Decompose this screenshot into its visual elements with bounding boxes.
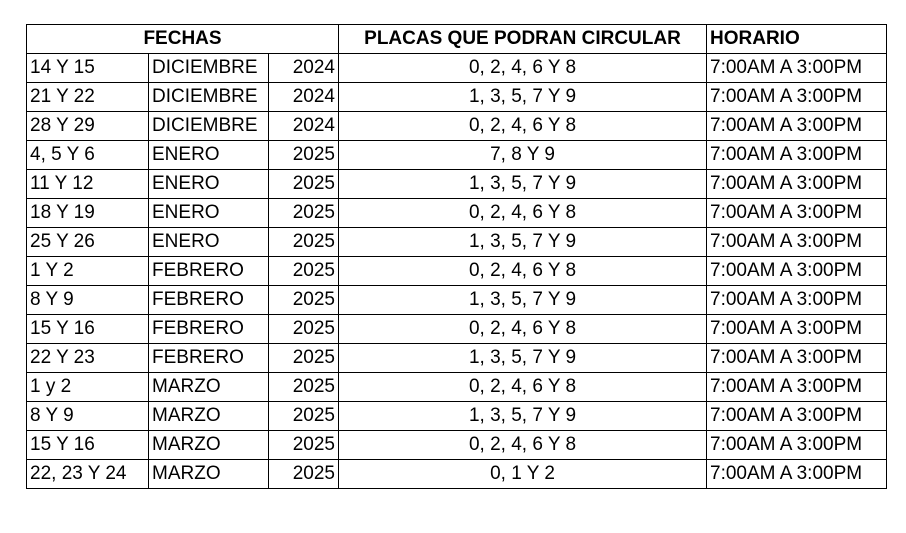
- cell-days: 8 Y 9: [27, 402, 149, 431]
- cell-month: MARZO: [149, 431, 269, 460]
- cell-plates: 0, 2, 4, 6 Y 8: [339, 373, 707, 402]
- cell-hours: 7:00AM A 3:00PM: [707, 373, 887, 402]
- cell-plates: 0, 2, 4, 6 Y 8: [339, 199, 707, 228]
- cell-month: ENERO: [149, 170, 269, 199]
- cell-year: 2025: [269, 199, 339, 228]
- cell-hours: 7:00AM A 3:00PM: [707, 402, 887, 431]
- cell-hours: 7:00AM A 3:00PM: [707, 199, 887, 228]
- cell-plates: 0, 2, 4, 6 Y 8: [339, 257, 707, 286]
- cell-month: FEBRERO: [149, 286, 269, 315]
- cell-year: 2025: [269, 315, 339, 344]
- cell-year: 2025: [269, 286, 339, 315]
- table-row: [27, 112, 887, 141]
- cell-plates: 1, 3, 5, 7 Y 9: [339, 170, 707, 199]
- cell-hours: 7:00AM A 3:00PM: [707, 228, 887, 257]
- cell-year: 2025: [269, 344, 339, 373]
- cell-days: 28 Y 29: [27, 112, 149, 141]
- cell-days: 4, 5 Y 6: [27, 141, 149, 170]
- table-row: [27, 228, 887, 257]
- table-row: [27, 402, 887, 431]
- cell-month: ENERO: [149, 228, 269, 257]
- header-horario: HORARIO: [707, 25, 887, 54]
- cell-month: FEBRERO: [149, 344, 269, 373]
- circulation-schedule-table: [26, 24, 887, 489]
- cell-plates: 0, 1 Y 2: [339, 460, 707, 489]
- cell-month: ENERO: [149, 199, 269, 228]
- cell-days: 18 Y 19: [27, 199, 149, 228]
- cell-month: DICIEMBRE: [149, 83, 269, 112]
- cell-month: FEBRERO: [149, 257, 269, 286]
- cell-year: 2025: [269, 431, 339, 460]
- table-row: [27, 460, 887, 489]
- cell-month: DICIEMBRE: [149, 112, 269, 141]
- cell-plates: 1, 3, 5, 7 Y 9: [339, 83, 707, 112]
- cell-hours: 7:00AM A 3:00PM: [707, 112, 887, 141]
- table-row: [27, 344, 887, 373]
- cell-plates: 0, 2, 4, 6 Y 8: [339, 112, 707, 141]
- cell-days: 15 Y 16: [27, 431, 149, 460]
- cell-month: MARZO: [149, 402, 269, 431]
- table-row: [27, 199, 887, 228]
- cell-days: 14 Y 15: [27, 54, 149, 83]
- cell-days: 21 Y 22: [27, 83, 149, 112]
- cell-hours: 7:00AM A 3:00PM: [707, 170, 887, 199]
- cell-plates: 0, 2, 4, 6 Y 8: [339, 54, 707, 83]
- cell-plates: 0, 2, 4, 6 Y 8: [339, 431, 707, 460]
- cell-plates: 1, 3, 5, 7 Y 9: [339, 344, 707, 373]
- header-placas: PLACAS QUE PODRAN CIRCULAR: [339, 25, 707, 54]
- cell-month: MARZO: [149, 460, 269, 489]
- header-fechas: FECHAS: [27, 25, 339, 54]
- cell-days: 25 Y 26: [27, 228, 149, 257]
- table-row: [27, 257, 887, 286]
- cell-hours: 7:00AM A 3:00PM: [707, 83, 887, 112]
- cell-hours: 7:00AM A 3:00PM: [707, 54, 887, 83]
- table-row: [27, 170, 887, 199]
- cell-year: 2025: [269, 228, 339, 257]
- cell-hours: 7:00AM A 3:00PM: [707, 286, 887, 315]
- cell-plates: 7, 8 Y 9: [339, 141, 707, 170]
- cell-hours: 7:00AM A 3:00PM: [707, 431, 887, 460]
- cell-days: 8 Y 9: [27, 286, 149, 315]
- cell-year: 2025: [269, 402, 339, 431]
- table-body: [27, 54, 887, 489]
- table-row: [27, 83, 887, 112]
- cell-days: 22 Y 23: [27, 344, 149, 373]
- cell-hours: 7:00AM A 3:00PM: [707, 315, 887, 344]
- table-row: [27, 431, 887, 460]
- cell-year: 2024: [269, 54, 339, 83]
- cell-days: 15 Y 16: [27, 315, 149, 344]
- cell-year: 2025: [269, 460, 339, 489]
- table-row: [27, 141, 887, 170]
- cell-days: 1 Y 2: [27, 257, 149, 286]
- cell-days: 22, 23 Y 24: [27, 460, 149, 489]
- header-row: [27, 25, 887, 54]
- cell-days: 11 Y 12: [27, 170, 149, 199]
- table-row: [27, 373, 887, 402]
- cell-plates: 1, 3, 5, 7 Y 9: [339, 402, 707, 431]
- cell-hours: 7:00AM A 3:00PM: [707, 344, 887, 373]
- cell-month: DICIEMBRE: [149, 54, 269, 83]
- cell-year: 2024: [269, 83, 339, 112]
- cell-year: 2025: [269, 257, 339, 286]
- cell-month: ENERO: [149, 141, 269, 170]
- table-row: [27, 315, 887, 344]
- table-row: [27, 286, 887, 315]
- cell-year: 2024: [269, 112, 339, 141]
- cell-month: FEBRERO: [149, 315, 269, 344]
- cell-year: 2025: [269, 170, 339, 199]
- cell-year: 2025: [269, 373, 339, 402]
- cell-plates: 0, 2, 4, 6 Y 8: [339, 315, 707, 344]
- cell-hours: 7:00AM A 3:00PM: [707, 257, 887, 286]
- cell-month: MARZO: [149, 373, 269, 402]
- cell-plates: 1, 3, 5, 7 Y 9: [339, 228, 707, 257]
- cell-hours: 7:00AM A 3:00PM: [707, 141, 887, 170]
- cell-days: 1 y 2: [27, 373, 149, 402]
- table-row: [27, 54, 887, 83]
- cell-plates: 1, 3, 5, 7 Y 9: [339, 286, 707, 315]
- cell-year: 2025: [269, 141, 339, 170]
- cell-hours: 7:00AM A 3:00PM: [707, 460, 887, 489]
